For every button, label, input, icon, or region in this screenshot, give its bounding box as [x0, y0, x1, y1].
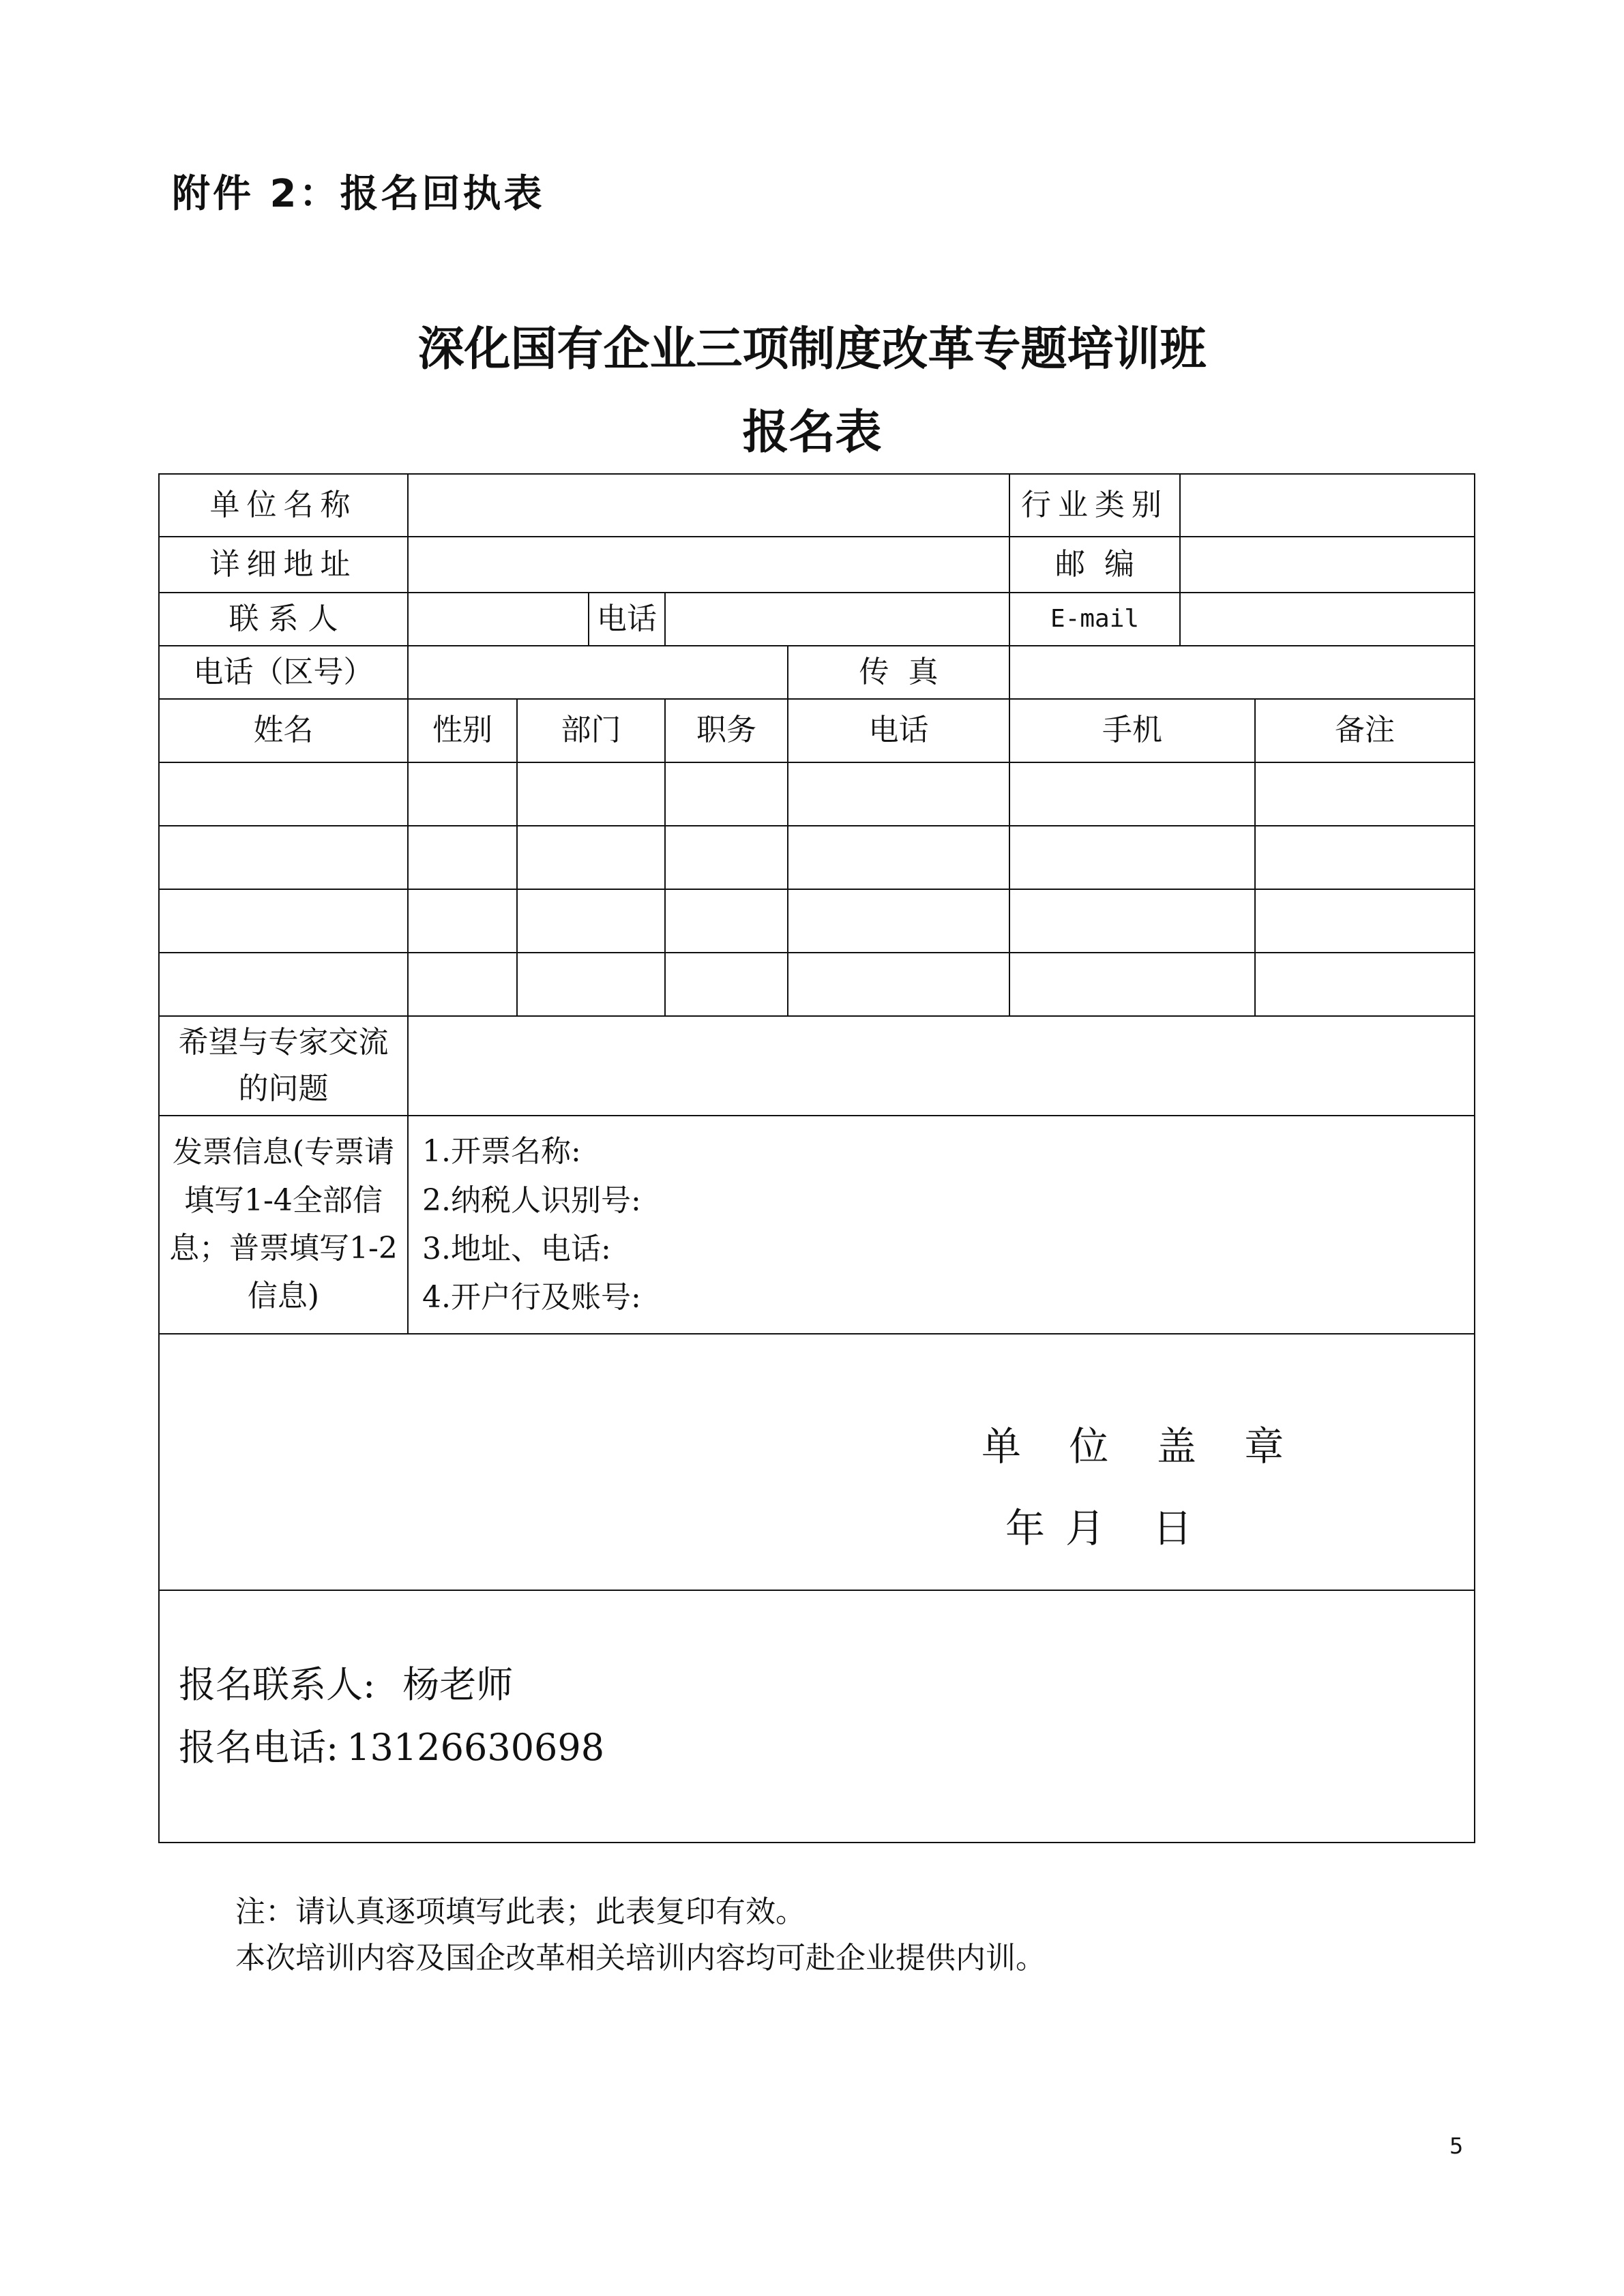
postcode-label: 邮 编: [1009, 537, 1180, 593]
contact-field[interactable]: [408, 593, 589, 646]
participants-header-row: [159, 699, 1475, 762]
notes: [235, 1889, 1046, 1982]
registration-phone-label: 报名电话:: [179, 1726, 339, 1769]
participant-department-cell[interactable]: [517, 889, 665, 953]
column-header-position: 职务: [665, 699, 788, 762]
email-field[interactable]: [1180, 593, 1475, 646]
postcode-field[interactable]: [1180, 537, 1475, 593]
form-title: 深化国有企业三项制度改革专题培训班: [417, 322, 1207, 376]
address-field[interactable]: [408, 537, 1009, 593]
row-contact: [159, 593, 1475, 646]
participant-phone-cell[interactable]: [788, 762, 1009, 826]
registration-contact-value: 杨老师: [402, 1663, 514, 1707]
column-header-department: 部门: [517, 699, 665, 762]
participant-department-cell[interactable]: [517, 762, 665, 826]
row-seal: [159, 1334, 1475, 1590]
row-unit-name: [159, 474, 1475, 537]
registration-form-table: [158, 473, 1475, 1843]
participant-department-cell[interactable]: [517, 953, 665, 1016]
row-invoice: [159, 1116, 1475, 1334]
date-day: 日: [1153, 1505, 1213, 1551]
invoice-item-address-phone: 3.地址、电话:: [422, 1232, 611, 1266]
column-header-remarks: 备注: [1255, 699, 1475, 762]
industry-field[interactable]: [1180, 474, 1475, 537]
questions-field[interactable]: [408, 1016, 1475, 1116]
column-header-gender: 性别: [408, 699, 517, 762]
participant-mobile-cell[interactable]: [1009, 889, 1255, 953]
unit-name-field[interactable]: [408, 474, 1009, 537]
phone-area-field[interactable]: [408, 646, 788, 699]
participant-row: [159, 826, 1475, 889]
email-label: E-mail: [1009, 593, 1180, 646]
registration-contact-label: 报名联系人:: [179, 1663, 376, 1707]
participant-row: [159, 889, 1475, 953]
participant-position-cell[interactable]: [665, 762, 788, 826]
participant-row: [159, 762, 1475, 826]
invoice-field[interactable]: [408, 1116, 1475, 1334]
participant-gender-cell[interactable]: [408, 953, 517, 1016]
participant-position-cell[interactable]: [665, 953, 788, 1016]
participant-position-cell[interactable]: [665, 826, 788, 889]
invoice-item-tax-id: 2.纳税人识别号:: [422, 1182, 641, 1218]
column-header-mobile: 手机: [1009, 699, 1255, 762]
row-address: [159, 537, 1475, 593]
column-header-name: 姓名: [159, 699, 408, 762]
participant-name-cell[interactable]: [159, 953, 408, 1016]
note-line-2: 本次培训内容及国企改革相关培训内容均可赴企业提供内训。: [235, 1941, 1046, 1976]
seal-area[interactable]: [159, 1334, 1475, 1590]
industry-label: 行业类别: [1009, 474, 1180, 537]
participant-remarks-cell[interactable]: [1255, 826, 1475, 889]
participant-row: [159, 953, 1475, 1016]
attachment-label: 附件 2：报名回执表: [172, 172, 545, 216]
participant-phone-cell[interactable]: [788, 826, 1009, 889]
participant-name-cell[interactable]: [159, 889, 408, 953]
unit-name-label: 单位名称: [159, 474, 408, 537]
invoice-label: 发票信息(专票请填写1-4全部信息；普票填写1-2信息): [159, 1116, 408, 1334]
row-questions: [159, 1016, 1475, 1116]
registration-phone-line: [179, 1716, 1474, 1779]
row-phone-fax: [159, 646, 1475, 699]
page-number: 5: [1449, 2133, 1464, 2159]
participant-department-cell[interactable]: [517, 826, 665, 889]
participant-remarks-cell[interactable]: [1255, 762, 1475, 826]
fax-label: 传 真: [788, 646, 1009, 699]
phone-field[interactable]: [665, 593, 1009, 646]
phone-area-label: 电话（区号）: [159, 646, 408, 699]
participant-gender-cell[interactable]: [408, 826, 517, 889]
registration-contact-area: [159, 1590, 1475, 1843]
participant-name-cell[interactable]: [159, 826, 408, 889]
row-registration-contact: [159, 1590, 1475, 1843]
participant-mobile-cell[interactable]: [1009, 953, 1255, 1016]
participant-name-cell[interactable]: [159, 762, 408, 826]
participant-gender-cell[interactable]: [408, 889, 517, 953]
participant-phone-cell[interactable]: [788, 889, 1009, 953]
phone-label: 电话: [589, 593, 665, 646]
address-label: 详细地址: [159, 537, 408, 593]
questions-label: 希望与专家交流的问题: [159, 1016, 408, 1116]
seal-label: 单 位 盖 章: [981, 1423, 1302, 1470]
date-month: 月: [1065, 1505, 1126, 1551]
participant-remarks-cell[interactable]: [1255, 953, 1475, 1016]
date-line: [1005, 1505, 1213, 1553]
participant-mobile-cell[interactable]: [1009, 762, 1255, 826]
registration-phone-value: 13126630698: [346, 1726, 605, 1769]
participant-remarks-cell[interactable]: [1255, 889, 1475, 953]
form-subtitle: 报名表: [742, 405, 882, 460]
date-year: 年: [1005, 1505, 1066, 1551]
contact-label: 联 系 人: [159, 593, 408, 646]
note-line-1: 注：请认真逐项填写此表；此表复印有效。: [235, 1894, 806, 1929]
participant-mobile-cell[interactable]: [1009, 826, 1255, 889]
fax-field[interactable]: [1009, 646, 1475, 699]
column-header-phone: 电话: [788, 699, 1009, 762]
participant-position-cell[interactable]: [665, 889, 788, 953]
participant-phone-cell[interactable]: [788, 953, 1009, 1016]
participant-gender-cell[interactable]: [408, 762, 517, 826]
invoice-item-bank-account: 4.开户行及账号:: [422, 1280, 641, 1315]
invoice-item-company-name: 1.开票名称:: [422, 1134, 581, 1169]
registration-contact-line: [179, 1654, 1474, 1716]
